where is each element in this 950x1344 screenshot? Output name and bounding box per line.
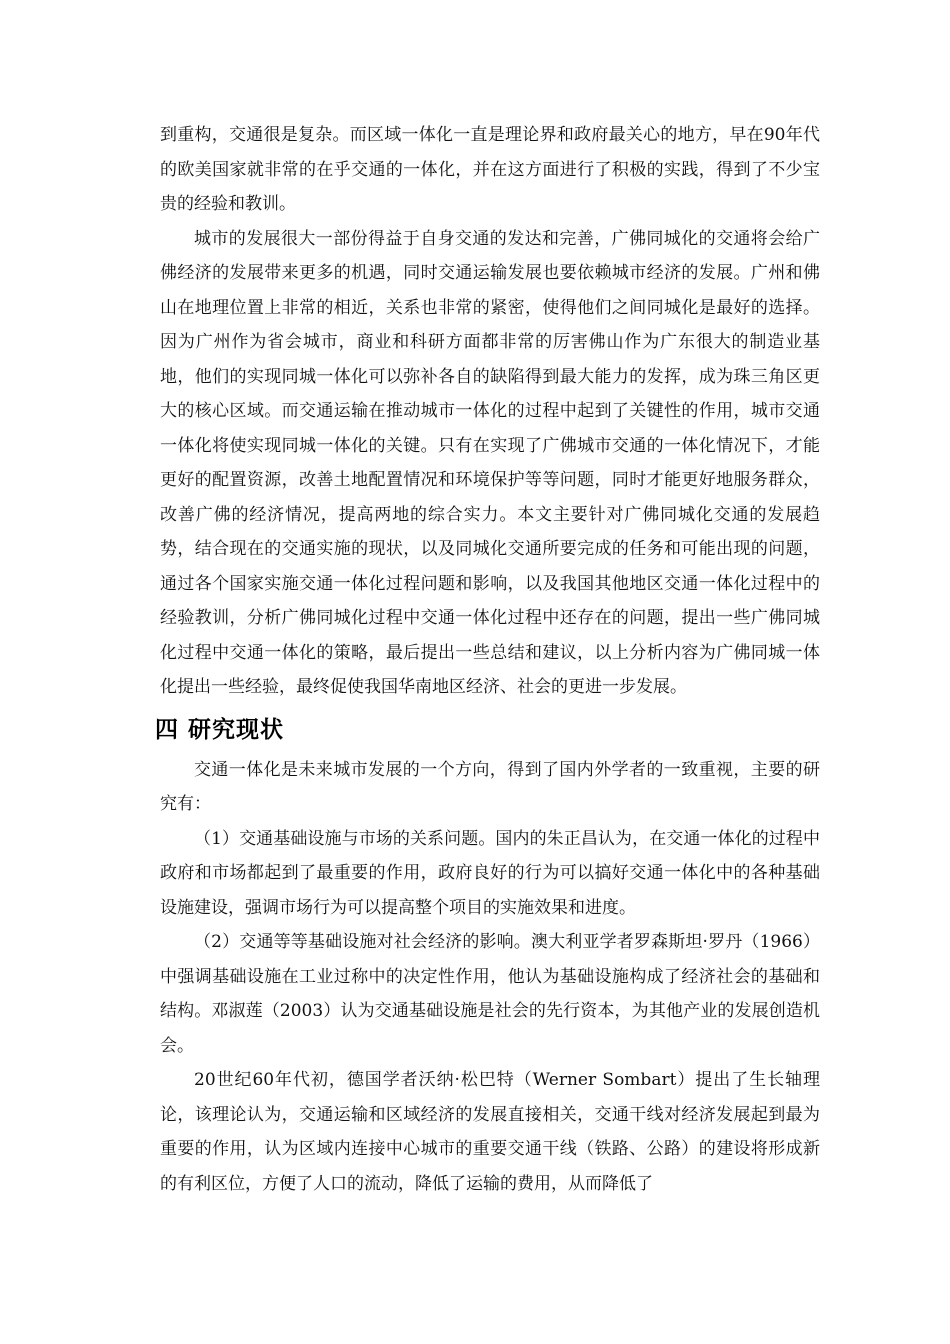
section-heading-research-status: 四 研究现状 (155, 716, 285, 743)
paragraph-research-overview: 交通一体化是未来城市发展的一个方向，得到了国内外学者的一致重视，主要的研究有： (160, 759, 820, 814)
document-body (155, 118, 820, 1201)
paragraph-research-item-1: （1）交通基础设施与市场的关系问题。国内的朱正昌认为，在交通一体化的过程中政府和市场都起到了最重要的作用，政府良好的行为可以搞好交通一体化中的各种基础设施建设，强调市场行为可以提高整个项目的实施效果和进度。 (160, 828, 820, 918)
paragraph-city-development: 城市的发展很大一部份得益于自身交通的发达和完善，广佛同城化的交通将会给广佛经济的发展带来更多的机遇，同时交通运输发展也要依赖城市经济的发展。广州和佛山在地理位置上非常的相近，关系也非常的紧密，使得他们之间同城化是最好的选择。因为广州作为省会城市，商业和科研方面都非常的厉害佛山作为广东很大的制造业基地，他们的实现同城一体化可以弥补各自的缺陷得到最大能力的发挥，成为珠三角区更大的核心区域。而交通运输在推动城市一体化的过程中起到了关键性的作用，城市交通一体化将使实现同城一体化的关键。只有在实现了广佛城市交通的一体化情况下，才能更好的配置资源，改善土地配置情况和环境保护等等问题，同时才能更好地服务群众，改善广佛的经济情况，提高两地的综合实力。本文主要针对广佛同城化交通的发展趋势，结合现在的交通实施的现状，以及同城化交通所要完成的任务和可能出现的问题，通过各个国家实施交通一体化过程问题和影响，以及我国其他地区交通一体化过程中的经验教训，分析广佛同城化过程中交通一体化过程中还存在的问题，提出一些广佛同城化过程中交通一体化的策略，最后提出一些总结和建议，以上分析内容为广佛同城一体化提出一些经验，最终促使我国华南地区经济、社会的更进一步发展。 (160, 228, 820, 697)
paragraph-research-item-2: （2）交通等等基础设施对社会经济的影响。澳大利亚学者罗森斯坦·罗丹（1966）中强调基础设施在工业过称中的决定性作用，他认为基础设施构成了经济社会的基础和结构。邓淑莲（2003）认为交通基础设施是社会的先行资本，为其他产业的发展创造机会。 (160, 932, 820, 1056)
paragraph-intro-continuation: 到重构，交通很是复杂。而区域一体化一直是理论界和政府最关心的地方，早在90年代的欧美国家就非常的在乎交通的一体化，并在这方面进行了积极的实践，得到了不少宝贵的经验和教训。 (160, 125, 820, 214)
paragraph-growth-axis-theory: 20世纪60年代初，德国学者沃纳·松巴特（Werner Sombart）提出了生长轴理论，该理论认为，交通运输和区域经济的发展直接相关，交通干线对经济发展起到最为重要的作用，认为区域内连接中心城市的重要交通干线（铁路、公路）的建设将形成新的有利区位，方便了人口的流动，降低了运输的费用，从而降低了 (160, 1070, 820, 1194)
